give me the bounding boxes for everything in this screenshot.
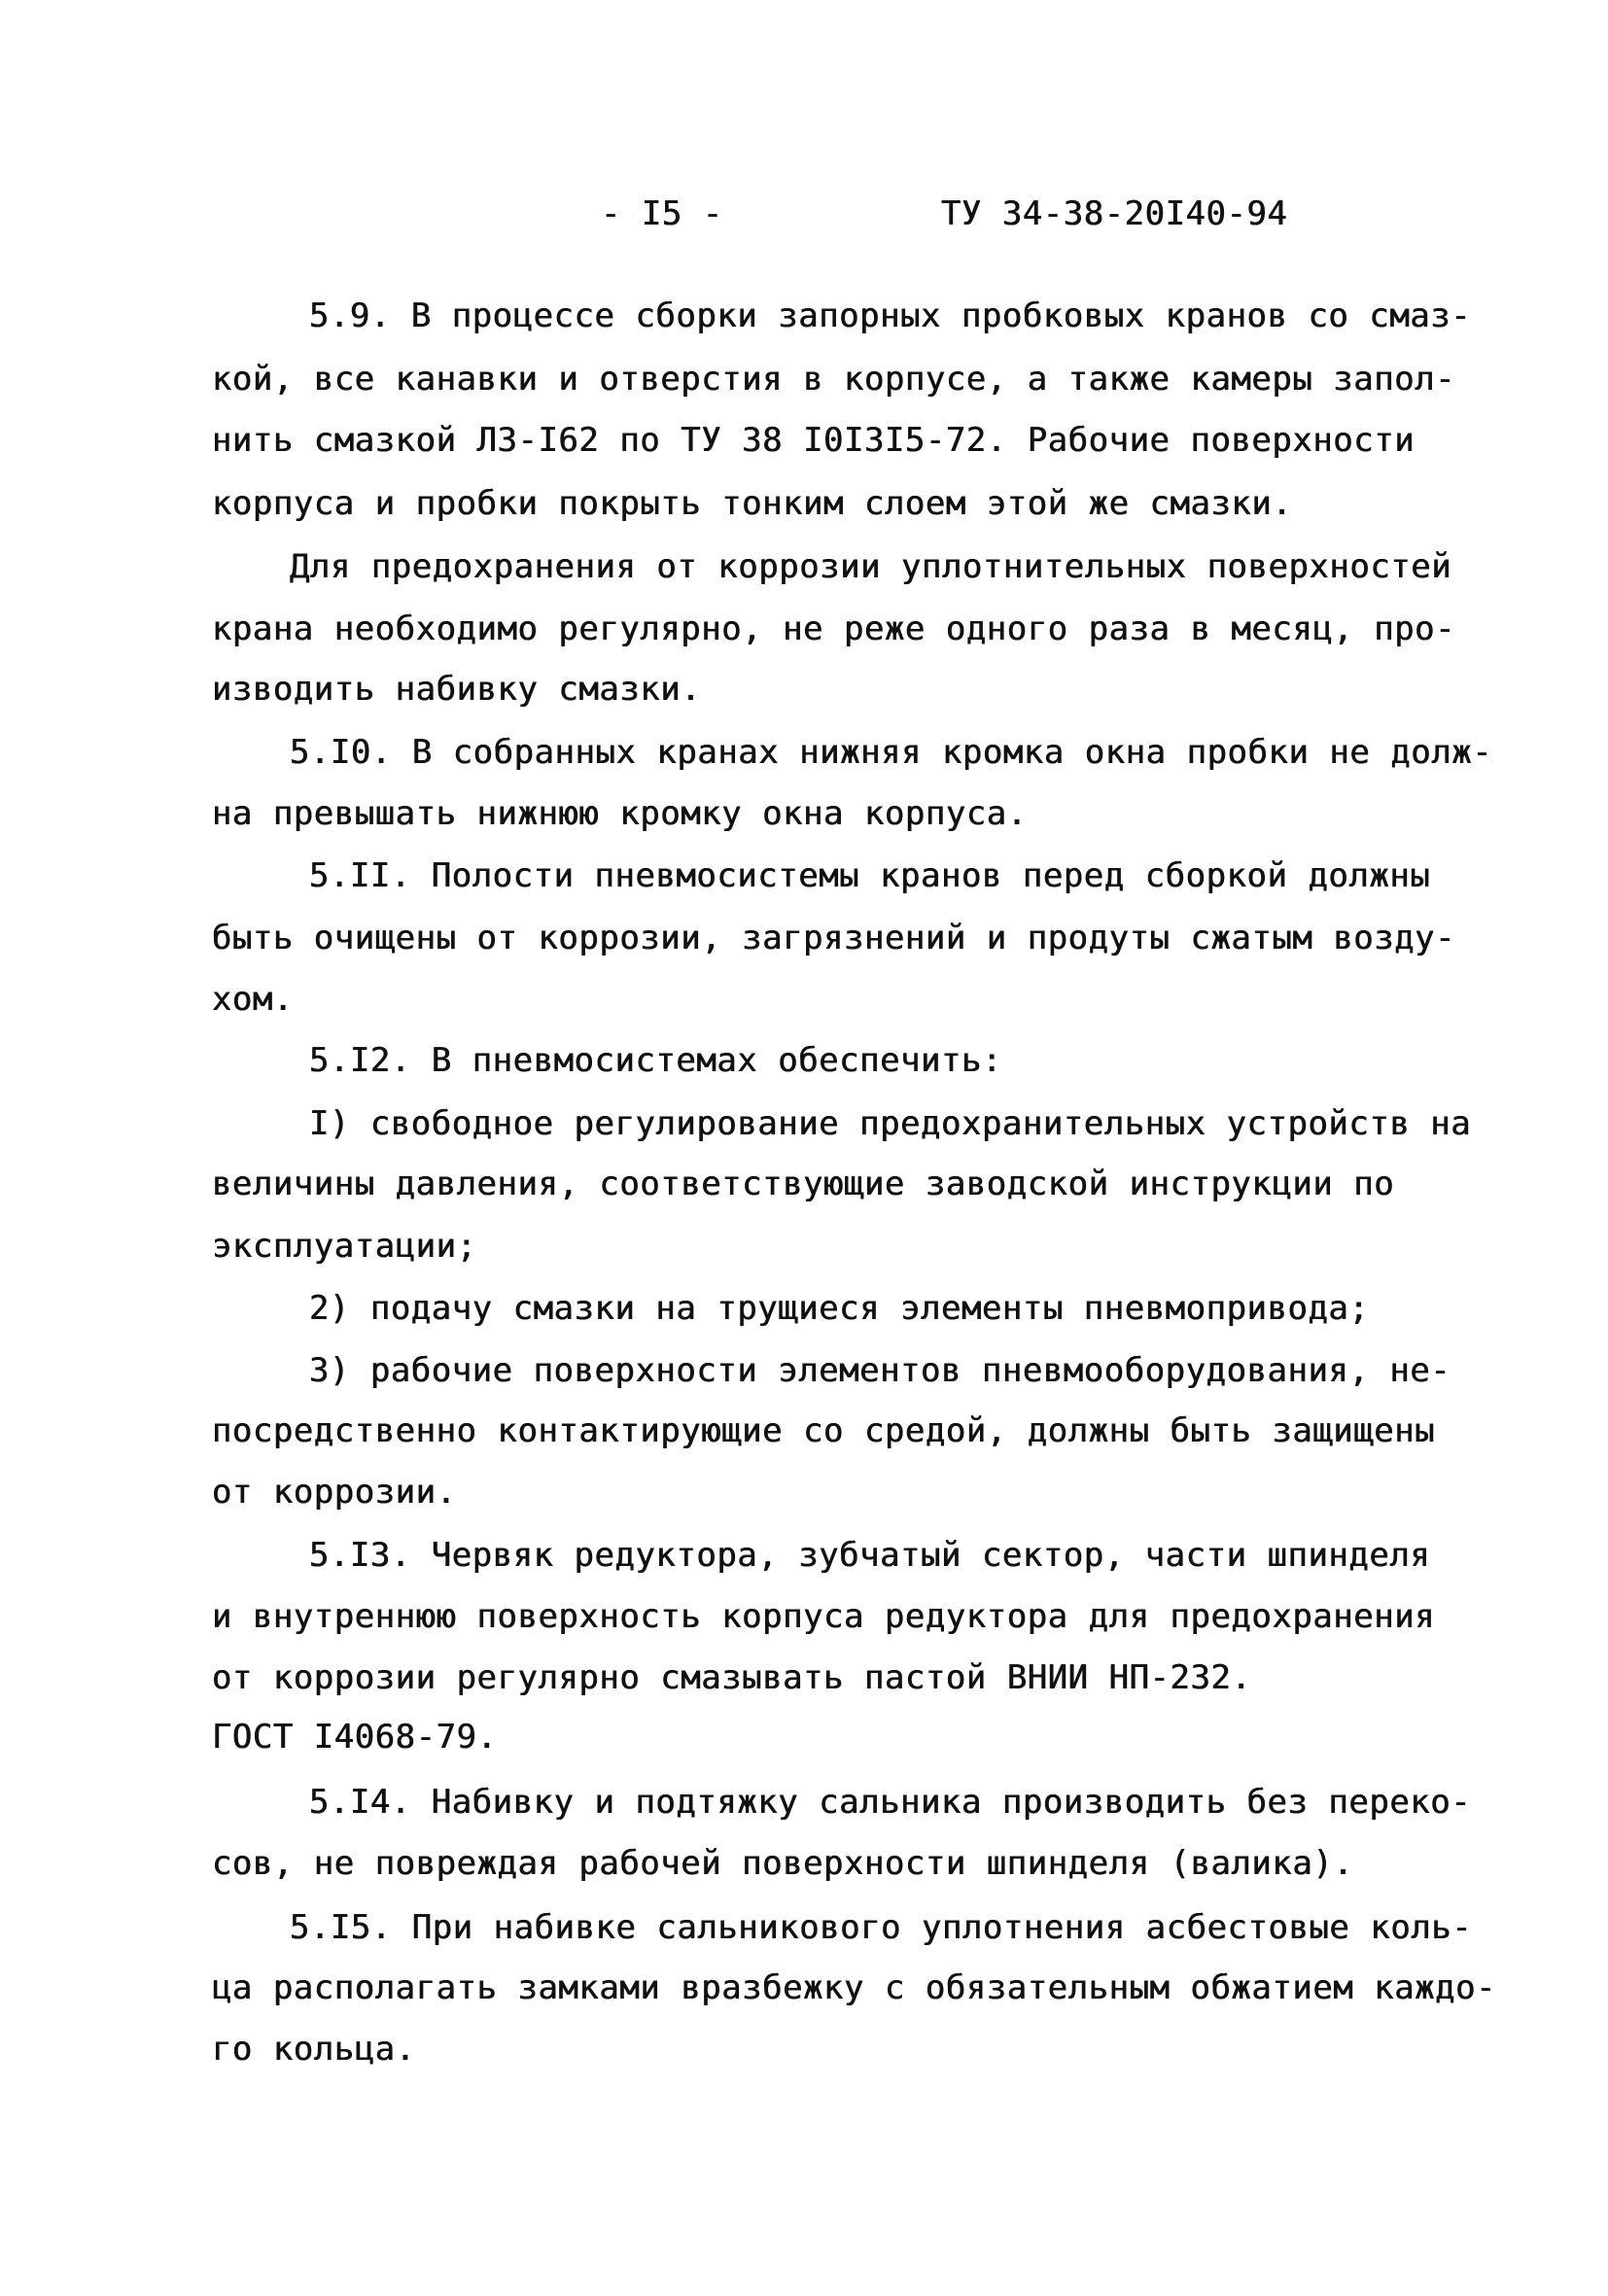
text-line: изводить набивку смазки. bbox=[212, 670, 702, 709]
text-line: нить смазкой ЛЗ-I62 по ТУ 38 I0I3I5-72. Рабочие поверхности bbox=[212, 421, 1416, 460]
text-line: 5.II. Полости пневмосистемы кранов перед сборкой должны bbox=[309, 856, 1431, 895]
text-line: крана необходимо регулярно, не реже одного раза в месяц, про- bbox=[212, 609, 1456, 648]
text-line: ца располагать замками вразбежку с обязательным обжатием каждо- bbox=[212, 1968, 1497, 2007]
text-line: 3) рабочие поверхности элементов пневмооборудования, не- bbox=[309, 1351, 1451, 1390]
text-line: 5.I0. В собранных кранах нижняя кромка окна пробки не долж- bbox=[290, 733, 1493, 772]
text-line: 5.I4. Набивку и подтяжку сальника производить без переко- bbox=[309, 1783, 1472, 1822]
text-line: посредственно контактирующие со средой, должны быть защищены bbox=[212, 1411, 1436, 1450]
text-line: 2) подачу смазки на трущиеся элементы пневмопривода; bbox=[309, 1289, 1370, 1328]
text-line: ГОСТ I4068-79. bbox=[212, 1718, 498, 1757]
text-line: кой, все канавки и отверстия в корпусе, а также камеры запол- bbox=[212, 360, 1456, 399]
text-line: корпуса и пробки покрыть тонким слоем этой же смазки. bbox=[212, 484, 1293, 523]
text-line: величины давления, соответствующие заводской инструкции по bbox=[212, 1165, 1395, 1203]
text-line: быть очищены от коррозии, загрязнений и продуты сжатым возду- bbox=[212, 919, 1456, 957]
text-line: от коррозии регулярно смазывать пастой ВНИИ НП-232. bbox=[212, 1658, 1252, 1697]
text-line: Для предохранения от коррозии уплотнительных поверхностей bbox=[290, 547, 1452, 586]
text-line: от коррозии. bbox=[212, 1473, 457, 1512]
text-line: 5.9. В процессе сборки запорных пробковых кранов со смаз- bbox=[309, 296, 1472, 335]
text-line: эксплуатации; bbox=[212, 1227, 477, 1266]
page-number: - I5 - bbox=[601, 194, 723, 233]
document-code: ТУ 34-38-20I40-94 bbox=[941, 194, 1288, 233]
text-line: I) свободное регулирование предохранительных устройств на bbox=[309, 1104, 1472, 1143]
text-line: и внутреннюю поверхность корпуса редуктора для предохранения bbox=[212, 1597, 1436, 1636]
text-line: 5.I3. Червяк редуктора, зубчатый сектор, части шпинделя bbox=[309, 1536, 1431, 1575]
text-line: 5.I5. При набивке сальникового уплотнения асбестовые коль- bbox=[290, 1908, 1473, 1947]
text-line: хом. bbox=[212, 980, 294, 1019]
text-line: на превышать нижнюю кромку окна корпуса. bbox=[212, 794, 1028, 833]
text-line: 5.I2. В пневмосистемах обеспечить: bbox=[309, 1041, 1002, 1080]
text-line: го кольца. bbox=[212, 2030, 416, 2069]
text-line: сов, не повреждая рабочей поверхности шпинделя (валика). bbox=[212, 1844, 1354, 1883]
